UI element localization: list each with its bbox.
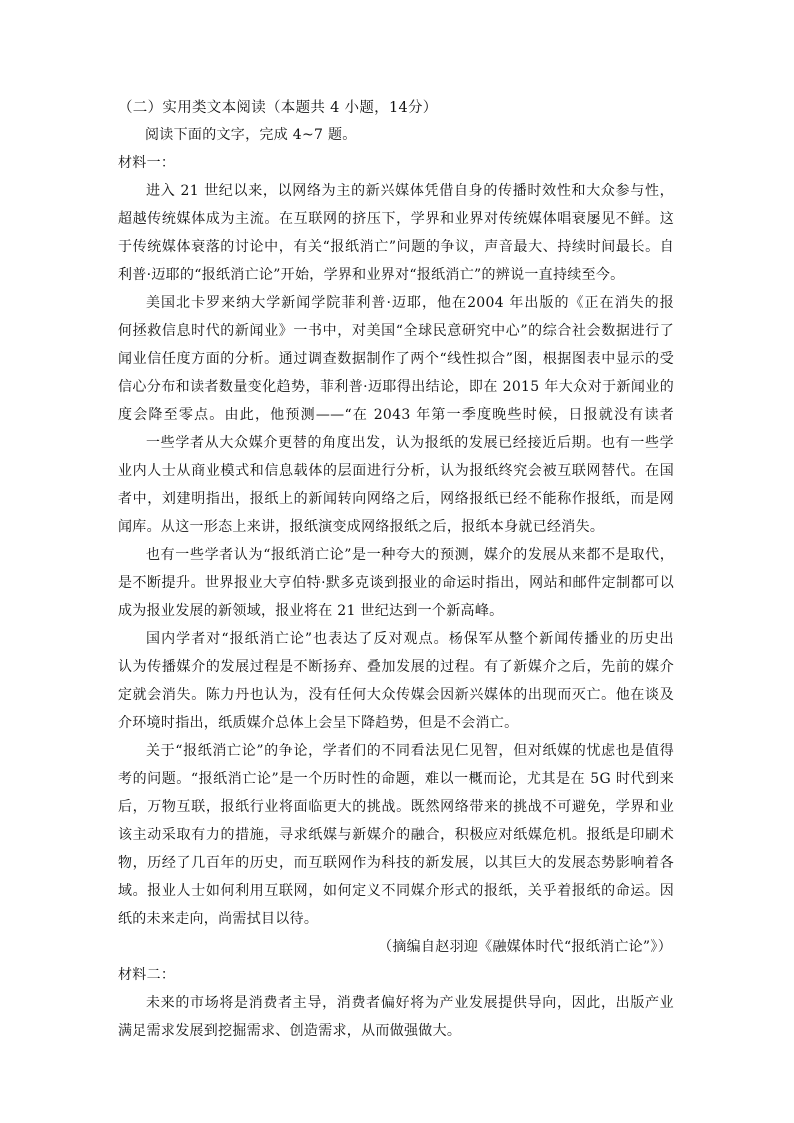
material2-label: 材料二： bbox=[118, 967, 176, 983]
paragraph-line: 物，历经了几百年的历史，而互联网作为科技的新发展，以其巨大的发展态势影响着各 bbox=[118, 855, 674, 871]
paragraph-line: 闻库。从这一形态上来讲，报纸演变成网络报纸之后，报纸本身就已经消失。 bbox=[118, 519, 605, 535]
paragraph-line: 该主动采取有力的措施，寻求纸媒与新媒介的融合，积极应对纸媒危机。报纸是印刷术 bbox=[118, 827, 674, 843]
paragraph-line: 利普·迈耶的“报纸消亡论”开始，学界和业界对“报纸消亡”的辨说一直持续至今。 bbox=[118, 267, 625, 283]
paragraph-line: 超越传统媒体成为主流。在互联网的挤压下，学界和业界对传统媒体唱衰屡见不鲜。这 bbox=[118, 211, 674, 227]
paragraph-line: 关于“报纸消亡论”的争论，学者们的不同看法见仁见智，但对纸媒的忧虑也是值得 bbox=[146, 743, 674, 759]
paragraph-line: 也有一些学者认为“报纸消亡论”是一种夸大的预测，媒介的发展从来都不是取代， bbox=[146, 547, 674, 563]
paragraph-line: 国内学者对“报纸消亡论”也表达了反对观点。杨保军从整个新闻传播业的历史出 bbox=[146, 631, 674, 647]
paragraph-line: 满足需求发展到挖掘需求、创造需求，从而做强做大。 bbox=[118, 1023, 462, 1039]
material1-label: 材料一： bbox=[118, 155, 176, 171]
paragraph-line: 一些学者从大众媒介更替的角度出发，认为报纸的发展已经接近后期。也有一些学 bbox=[146, 435, 674, 451]
paragraph-line: 定就会消失。陈力丹也认为，没有任何大众传媒会因新兴媒体的出现而灭亡。他在谈及 bbox=[118, 687, 674, 703]
instruction: 阅读下面的文字，完成 4~7 题。 bbox=[145, 127, 357, 143]
paragraph-line: 介环境时指出，纸质媒介总体上会呈下降趋势，但是不会消亡。 bbox=[118, 715, 519, 731]
paragraph-line: 纸的未来走向，尚需拭目以待。 bbox=[118, 911, 319, 927]
paragraph-line: 信心分布和读者数量变化趋势，菲利普·迈耶得出结论，即在 2015 年大众对于新闻业的 bbox=[118, 379, 674, 395]
paragraph-line: 业内人士从商业模式和信息载体的层面进行分析，认为报纸终究会被互联网替代。在国 bbox=[118, 463, 674, 479]
paragraph-line: 进入 21 世纪以来，以网络为主的新兴媒体凭借自身的传播时效性和大众参与性， bbox=[146, 183, 674, 199]
paragraph-line: 于传统媒体衰落的讨论中，有关“报纸消亡”问题的争议，声音最大、持续时间最长。自 bbox=[118, 239, 674, 255]
paragraph-line: 认为传播媒介的发展过程是不断扬弃、叠加发展的过程。有了新媒介之后，先前的媒介 bbox=[118, 659, 674, 675]
paragraph-line: 何拯救信息时代的新闻业》一书中，对美国“全球民意研究中心”的综合社会数据进行了 bbox=[118, 323, 674, 339]
paragraph-line: 闻业信任度方面的分析。通过调查数据制作了两个“线性拟合”图，根据图表中显示的受 bbox=[118, 351, 674, 367]
paragraph-line: 域。报业人士如何利用互联网，如何定义不同媒介形式的报纸，关乎着报纸的命运。因 bbox=[118, 883, 674, 899]
paragraph-line: 考的问题。“报纸消亡论”是一个历时性的命题，难以一概而论，尤其是在 5G 时代到来 bbox=[118, 771, 674, 787]
paragraph-line: 美国北卡罗来纳大学新闻学院菲利普·迈耶，他在2004 年出版的《正在消失的报 bbox=[146, 295, 674, 311]
paragraph-line: 者中，刘建明指出，报纸上的新闻转向网络之后，网络报纸已经不能称作报纸，而是网 bbox=[118, 491, 674, 507]
paragraph-line: 是不断提升。世界报业大亨伯特·默多克谈到报业的命运时指出，网站和邮件定制都可以 bbox=[118, 575, 674, 591]
paragraph-line: 度会降至零点。由此，他预测——“在 2043 年第一季度晚些时候，日报就没有读者 bbox=[118, 407, 674, 423]
paragraph-line: 成为报业发展的新领域，报业将在 21 世纪达到一个新高峰。 bbox=[118, 603, 504, 619]
source-citation: （摘编自赵羽迎《融媒体时代“报纸消亡论”》） bbox=[378, 939, 672, 955]
paragraph-line: 未来的市场将是消费者主导，消费者偏好将为产业发展提供导向，因此，出版产业 bbox=[146, 995, 674, 1011]
section-heading: （二）实用类文本阅读（本题共 4 小题，14分） bbox=[118, 100, 438, 116]
paragraph-line: 后，万物互联，报纸行业将面临更大的挑战。既然网络带来的挑战不可避免，学界和业 bbox=[118, 799, 674, 815]
